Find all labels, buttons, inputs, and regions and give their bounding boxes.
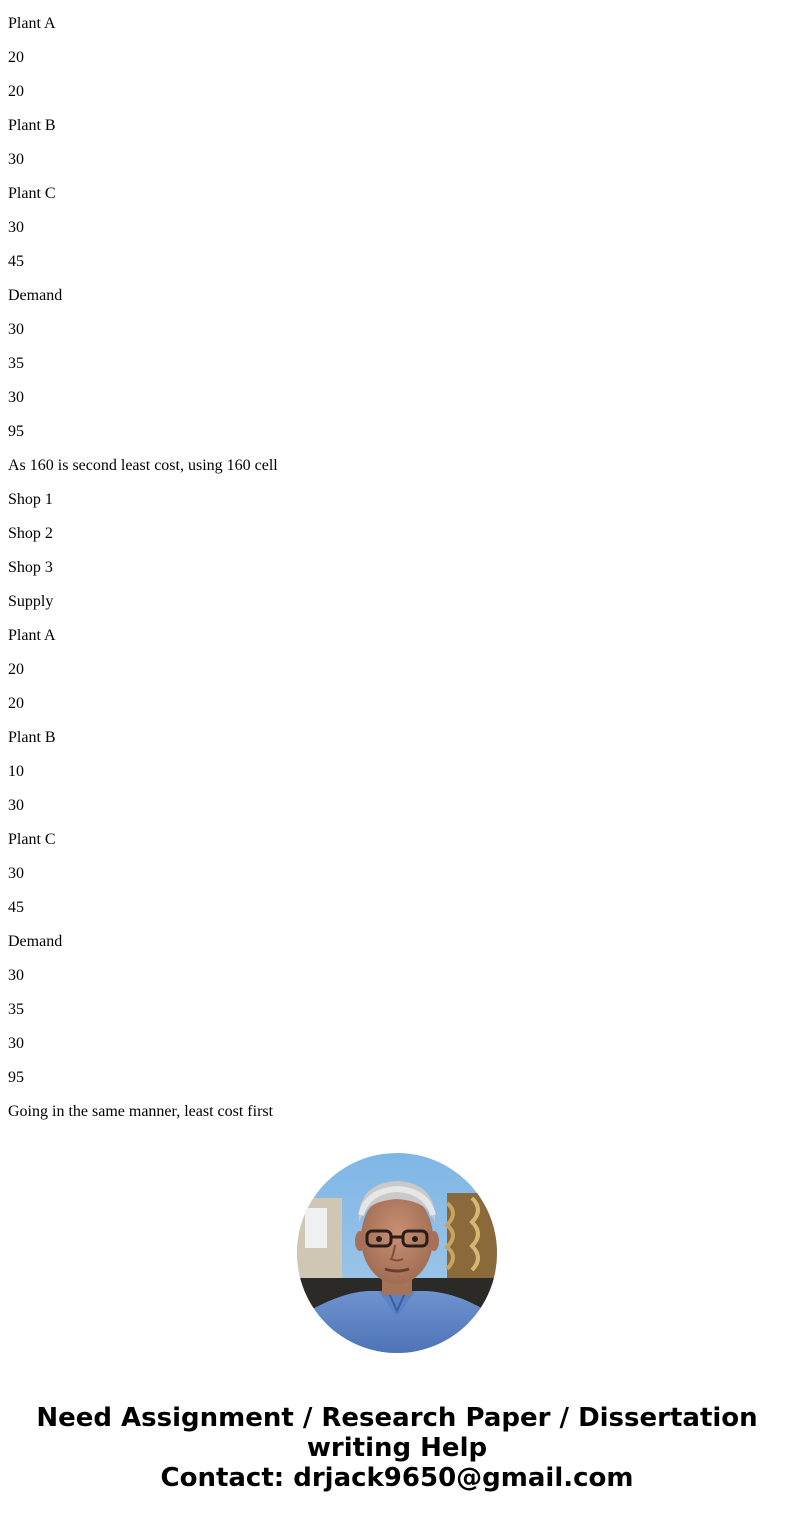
text-line: Shop 3 [8,559,53,576]
text-line: Plant C [8,831,56,848]
text-line: Plant B [8,117,56,134]
text-line: 35 [8,1001,24,1018]
text-line: 10 [8,763,24,780]
text-line: Shop 2 [8,525,53,542]
text-line: Demand [8,933,63,950]
text-line: 30 [8,219,24,236]
promo-banner [0,1403,794,1493]
text-line: 30 [8,389,24,406]
text-line: 30 [8,967,24,984]
promo-contact: Contact: drjack9650@gmail.com [160,1463,634,1493]
text-line: Going in the same manner, least cost first [8,1103,274,1120]
avatar [297,1153,497,1353]
text-line: 20 [8,49,24,66]
person-photo-icon [297,1153,497,1353]
text-line: 30 [8,797,24,814]
document-body [8,0,786,1122]
text-line: 30 [8,321,24,338]
text-line: 35 [8,355,24,372]
text-line: 45 [8,253,24,270]
text-line: 20 [8,695,24,712]
text-line: Plant C [8,185,56,202]
text-line: 20 [8,661,24,678]
text-line: Demand [8,287,63,304]
promo-line-2: writing Help [306,1433,488,1463]
text-line: Supply [8,593,54,610]
promo-line-1: Need Assignment / Research Paper / Dissertation [36,1403,758,1433]
text-line: 30 [8,865,24,882]
text-line: 30 [8,1035,24,1052]
text-line: 30 [8,151,24,168]
text-line: Plant A [8,15,56,32]
text-line: 95 [8,1069,24,1086]
text-line: Shop 1 [8,491,53,508]
text-line: Plant B [8,729,56,746]
text-line: 45 [8,899,24,916]
text-line: 20 [8,83,24,100]
text-line: 95 [8,423,24,440]
text-line: Plant A [8,627,56,644]
text-line: As 160 is second least cost, using 160 cell [8,457,278,474]
